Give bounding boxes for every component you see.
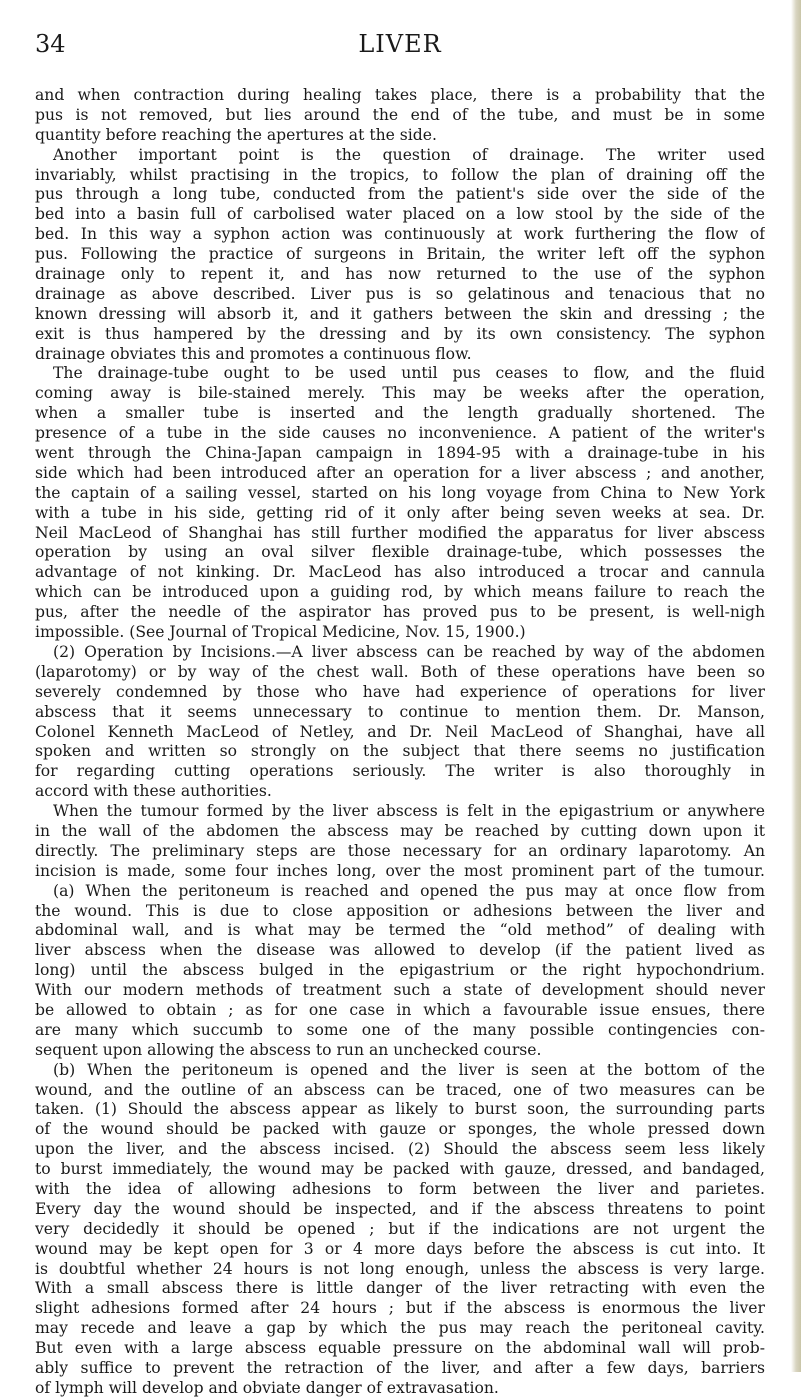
text-line: and when contraction during healing takes place, there is a probability that the [35,86,765,104]
text-line: the captain of a sailing vessel, started on his long voyage from China to New York [35,483,765,502]
text-line: (laparotomy) or by way of the chest wall. Both of these operations have been so [35,662,765,681]
text-line: when a smaller tube is inserted and the length gradually shortened. The [35,404,765,423]
running-title: LIVER [358,30,442,58]
text-line: long) until the abscess bulged in the epigastrium or the right hypochondrium. [35,961,765,980]
text-line: accord with these authorities. [35,782,272,801]
text-line: of the wound should be packed with gauze or sponges, the whole pressed down [35,1120,765,1139]
text-line: sequent upon allowing the abscess to run an unchecked course. [35,1040,542,1059]
text-line: With our modern methods of treatment such a state of development should never [35,981,765,1000]
page-edge [791,0,801,1372]
text-line: (a) When the peritoneum is reached and opened the pus may at once flow from [53,881,765,900]
text-line: pus through a long tube, conducted from the patient's side over the side of the [35,185,765,204]
text-line: is doubtful whether 24 hours is not long enough, unless the abscess is very large. [35,1259,765,1278]
text-line: of lymph will develop and obviate danger of extravasation. [35,1378,499,1397]
text-line: be allowed to obtain ; as for one case in which a favourable issue ensues, there [35,1000,765,1019]
text-line: drainage only to repent it, and has now returned to the use of the syphon [35,265,765,284]
text-line: Neil MacLeod of Shanghai has still further modified the apparatus for liver abscess [35,523,765,542]
text-line: slight adhesions formed after 24 hours ; but if the abscess is enormous the liver [35,1299,765,1318]
page-number: 34 [35,30,66,58]
text-line: to burst immediately, the wound may be packed with gauze, dressed, and bandaged, [35,1160,765,1179]
text-line: pus. Following the practice of surgeons in Britain, the writer left off the syphon [35,245,765,264]
text-line: bed into a basin full of carbolised water placed on a low stool by the side of the [35,205,765,224]
text-line: (b) When the peritoneum is opened and the liver is seen at the bottom of the [53,1060,765,1079]
text-line: the wound. This is due to close apposition or adhesions between the liver and [35,901,765,920]
text-line: with the idea of allowing adhesions to form between the liver and parietes. [35,1179,765,1198]
text-line: coming away is bile-stained merely. This may be weeks after the operation, [35,384,765,403]
text-line: directly. The preliminary steps are those necessary for an ordinary laparotomy. An [35,841,765,860]
text-line: for regarding cutting operations seriously. The writer is also thoroughly in [35,762,765,781]
text-line: wound, and the outline of an abscess can be traced, one of two measures can be [35,1080,765,1099]
text-line: which can be introduced upon a guiding rod, by which means failure to reach the [35,583,765,602]
text-line: drainage obviates this and promotes a continuous flow. [35,344,472,363]
page-header [35,30,765,66]
text-line: exit is thus hampered by the dressing and by its own consistency. The syphon [35,324,765,343]
text-line: with a tube in his side, getting rid of it only after being seven weeks at sea. Dr. [35,503,765,522]
text-line: With a small abscess there is little danger of the liver retracting with even the [35,1279,765,1298]
text-line: in the wall of the abdomen the abscess may be reached by cutting down upon it [35,821,765,840]
text-line: pus is not removed, but lies around the end of the tube, and must be in some [35,105,765,124]
text-line: pus, after the needle of the aspirator has proved pus to be present, is well-nigh [35,603,765,622]
text-line: wound may be kept open for 3 or 4 more days before the abscess is cut into. It [35,1239,765,1258]
text-line: upon the liver, and the abscess incised. (2) Should the abscess seem less likely [35,1140,765,1159]
text-line: may recede and leave a gap by which the pus may reach the peritoneal cavity. [35,1319,765,1338]
text-line: incision is made, some four inches long, over the most prominent part of the tumour. [35,861,765,880]
text-line: (2) Operation by Incisions.—A liver abscess can be reached by way of the abdomen [53,642,765,661]
text-line: known dressing will absorb it, and it gathers between the skin and dressing ; the [35,304,765,323]
text-line: quantity before reaching the apertures at the side. [35,125,437,144]
text-line: spoken and written so strongly on the subject that there seems no justification [35,742,765,761]
text-line: operation by using an oval silver flexible drainage-tube, which possesses the [35,543,765,562]
text-line: impossible. (See Journal of Tropical Medicine, Nov. 15, 1900.) [35,623,526,642]
text-line: presence of a tube in the side causes no inconvenience. A patient of the writer's [35,424,765,443]
text-line: abscess that it seems unnecessary to continue to mention them. Dr. Manson, [35,702,765,721]
text-line: Another important point is the question of drainage. The writer used [53,145,765,164]
text-line: drainage as above described. Liver pus is so gelatinous and tenacious that no [35,284,765,303]
text-line: went through the China-Japan campaign in 1894-95 with a drainage-tube in his [35,444,765,463]
text-line: The drainage-tube ought to be used until pus ceases to flow, and the fluid [53,364,765,383]
text-line: liver abscess when the disease was allowed to develop (if the patient lived as [35,941,765,960]
text-line: side which had been introduced after an operation for a liver abscess ; and another, [35,463,765,482]
text-line: advantage of not kinking. Dr. MacLeod has also introduced a trocar and cannula [35,563,765,582]
text-line: But even with a large abscess equable pressure on the abdominal wall will prob- [35,1339,765,1358]
text-line: When the tumour formed by the liver abscess is felt in the epigastrium or anywhere [53,802,765,821]
text-line: Every day the wound should be inspected, and if the abscess threatens to point [35,1199,765,1218]
text-line: ably suffice to prevent the retraction of the liver, and after a few days, barriers [35,1359,765,1377]
body-text [35,86,765,1399]
text-line: Colonel Kenneth MacLeod of Netley, and Dr. Neil MacLeod of Shanghai, have all [35,722,765,741]
text-line: are many which succumb to some one of the many possible contingencies con- [35,1020,765,1039]
text-line: bed. In this way a syphon action was continuously at work furthering the flow of [35,225,765,244]
text-line: invariably, whilst practising in the tropics, to follow the plan of draining off the [35,165,765,184]
text-line: abdominal wall, and is what may be termed the “old method” of dealing with [35,921,765,940]
text-line: very decidedly it should be opened ; but if the indications are not urgent the [35,1219,765,1238]
text-line: severely condemned by those who have had experience of operations for liver [35,682,765,701]
text-line: taken. (1) Should the abscess appear as likely to burst soon, the surrounding parts [35,1100,765,1119]
